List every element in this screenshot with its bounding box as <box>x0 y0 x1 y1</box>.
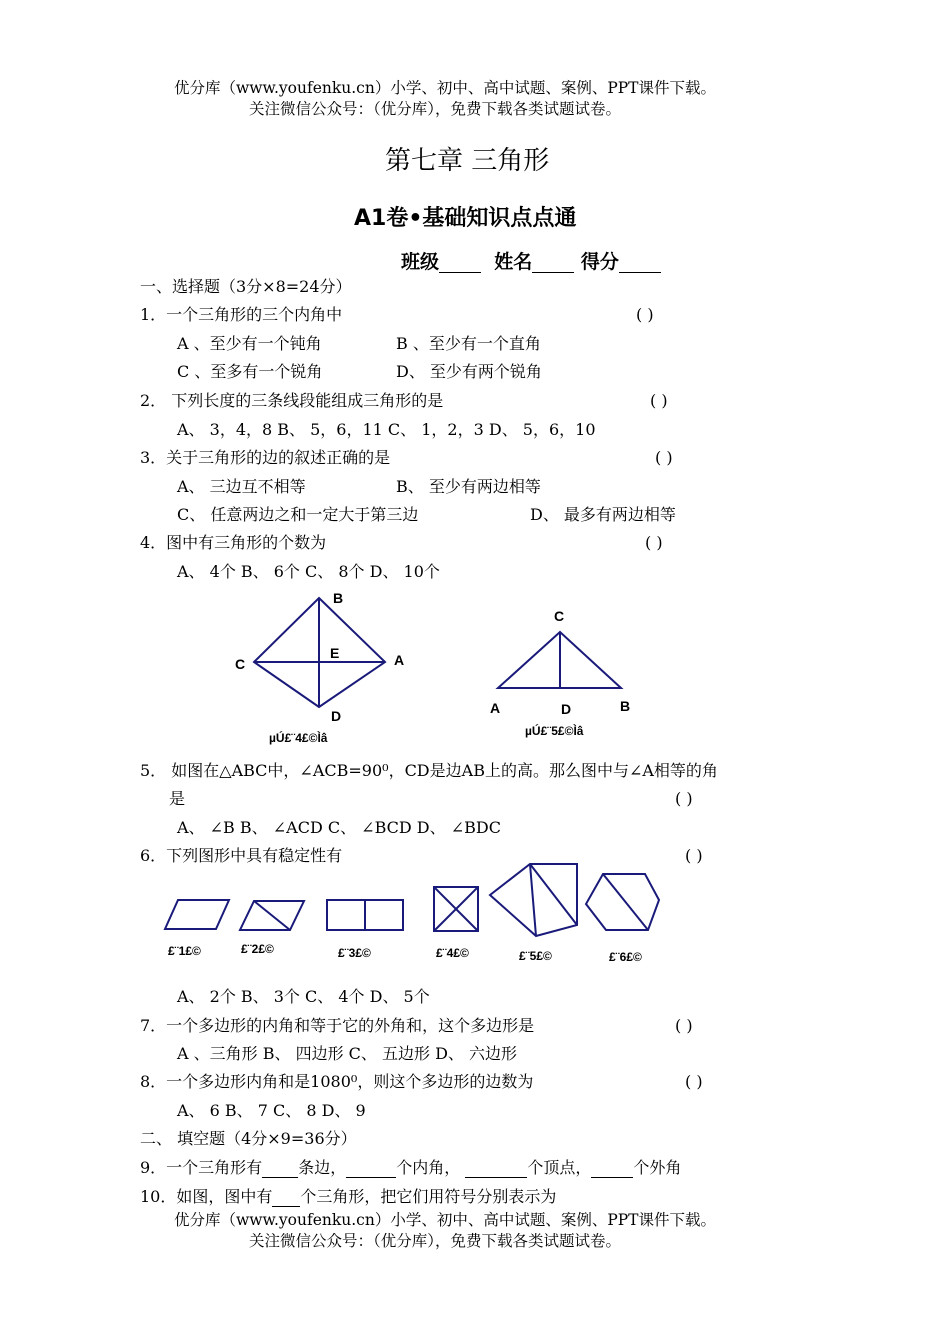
q6-stem: 6．下列图形中具有稳定性有 <box>140 846 343 865</box>
header-line-1: 优分库（www.youfenku.cn）小学、初中、高中试题、案例、PPT课件下载。 <box>174 79 717 97</box>
q6-shape-5-diag-1 <box>530 864 536 936</box>
score-label: 得分 <box>580 251 619 273</box>
q5-stem: 5． 如图在△ABC中，∠ACB=90⁰，CD是边AB上的高。那么图中与∠A相等的角 <box>140 761 718 780</box>
q10-blank-count[interactable] <box>272 1190 300 1207</box>
q8-options: A、 6 B、 7 C、 8 D、 9 <box>177 1101 366 1120</box>
fig4-label-c: C <box>235 656 246 672</box>
q1-stem: 1．一个三角形的三个内角中 <box>140 305 343 324</box>
fig5-label-d: D <box>561 701 572 717</box>
fig4-label-a: A <box>394 652 405 668</box>
q5-options: A、 ∠B B、 ∠ACD C、 ∠BCD D、 ∠BDC <box>177 818 501 837</box>
fig5-caption: µÚ£¨5£©Ìâ <box>525 724 584 738</box>
q1-answer-paren[interactable]: ( ) <box>636 305 654 324</box>
q8-stem: 8．一个多边形内角和是1080⁰，则这个多边形的边数为 <box>140 1072 534 1091</box>
q4-answer-paren[interactable]: ( ) <box>645 533 663 552</box>
q9-part-1: 9．一个三角形有 <box>140 1158 263 1177</box>
q9-blank-sides[interactable] <box>262 1161 298 1178</box>
q9-part-5: 个外角 <box>633 1158 682 1177</box>
q7-options: A 、三角形 B、 四边形 C、 五边形 D、 六边形 <box>177 1044 517 1063</box>
q1-option-d: D、 至少有两个锐角 <box>396 362 542 381</box>
section-2-heading: 二、 填空题（4分×9=36分） <box>140 1129 357 1148</box>
q2-stem: 2． 下列长度的三条线段能组成三角形的是 <box>140 391 444 410</box>
class-label: 班级 <box>401 251 440 273</box>
q4-options: A、 4个 B、 6个 C、 8个 D、 10个 <box>177 562 440 581</box>
q1-option-a: A 、至少有一个钝角 <box>177 334 322 353</box>
q7-answer-paren[interactable]: ( ) <box>675 1016 693 1035</box>
q6-answer-paren[interactable]: ( ) <box>685 846 703 865</box>
name-label: 姓名 <box>494 251 533 273</box>
q6-caption-4: £¨4£© <box>436 946 469 960</box>
q9-blank-exterior[interactable] <box>591 1161 633 1178</box>
fig4-label-e: E <box>330 645 340 661</box>
q3-option-c: C、 任意两边之和一定大于第三边 <box>177 505 419 524</box>
q5-answer-paren[interactable]: ( ) <box>675 789 693 808</box>
q9-line <box>140 1158 681 1178</box>
q10-part-2: 个三角形，把它们用符号分别表示为 <box>300 1187 557 1206</box>
q6-caption-3: £¨3£© <box>338 946 371 960</box>
q9-part-4: 个顶点， <box>527 1158 592 1177</box>
q6-caption-1: £¨1£© <box>168 944 201 958</box>
footer-line-2: 关注微信公众号：（优分库），免费下载各类试题试卷。 <box>249 1232 622 1250</box>
q6-options: A、 2个 B、 3个 C、 4个 D、 5个 <box>177 987 430 1006</box>
q1-option-c: C 、至多有一个锐角 <box>177 362 323 381</box>
fig5-label-a: A <box>490 700 501 716</box>
q6-shape-1-parallelogram <box>165 900 229 929</box>
fig4-label-b: B <box>333 590 344 606</box>
fig5-label-b: B <box>620 698 631 714</box>
fig4-caption: µÚ£¨4£©Ìâ <box>269 731 328 745</box>
q6-shape-5-diag-2 <box>530 864 577 925</box>
q9-blank-angles[interactable] <box>346 1161 396 1178</box>
q7-stem: 7．一个多边形的内角和等于它的外角和，这个多边形是 <box>140 1016 535 1035</box>
q6-shape-6-diag <box>603 874 648 930</box>
q2-answer-paren[interactable]: ( ) <box>650 391 668 410</box>
q6-shape-2-diagonal <box>254 901 290 930</box>
q3-stem: 3．关于三角形的边的叙述正确的是 <box>140 448 391 467</box>
q1-option-b: B 、至少有一个直角 <box>396 334 541 353</box>
q3-option-d: D、 最多有两边相等 <box>530 505 676 524</box>
q9-part-2: 条边， <box>298 1158 347 1177</box>
q6-caption-6: £¨6£© <box>609 950 642 964</box>
header-line-2: 关注微信公众号：（优分库），免费下载各类试题试卷。 <box>249 100 622 118</box>
q4-stem: 4．图中有三角形的个数为 <box>140 533 327 552</box>
q3-option-b: B、 至少有两边相等 <box>396 477 541 496</box>
q8-answer-paren[interactable]: ( ) <box>685 1072 703 1091</box>
q6-caption-5: £¨5£© <box>519 949 552 963</box>
q10-line <box>140 1187 556 1207</box>
q9-blank-vertices[interactable] <box>465 1161 527 1178</box>
fig4-label-d: D <box>331 708 342 724</box>
q10-part-1: 10．如图，图中有 <box>140 1187 273 1206</box>
q3-option-a: A、 三边互不相等 <box>177 477 306 496</box>
q6-caption-2: £¨2£© <box>241 942 274 956</box>
q6-shape-6-hexagon <box>586 874 659 930</box>
q9-part-3: 个内角， <box>396 1158 461 1177</box>
paper-subtitle: A1卷•基础知识点点通 <box>354 206 577 231</box>
footer-line-1: 优分库（www.youfenku.cn）小学、初中、高中试题、案例、PPT课件下载。 <box>174 1211 717 1229</box>
section-1-heading: 一、选择题（3分×8=24分） <box>140 277 352 296</box>
q3-answer-paren[interactable]: ( ) <box>655 448 673 467</box>
chapter-title: 第七章 三角形 <box>385 146 550 176</box>
fig5-label-c: C <box>554 608 565 624</box>
q5-stem-cont: 是 <box>169 789 186 808</box>
q2-options: A、 3，4，8 B、 5，6，11 C、 1，2，3 D、 5，6，10 <box>177 420 596 439</box>
